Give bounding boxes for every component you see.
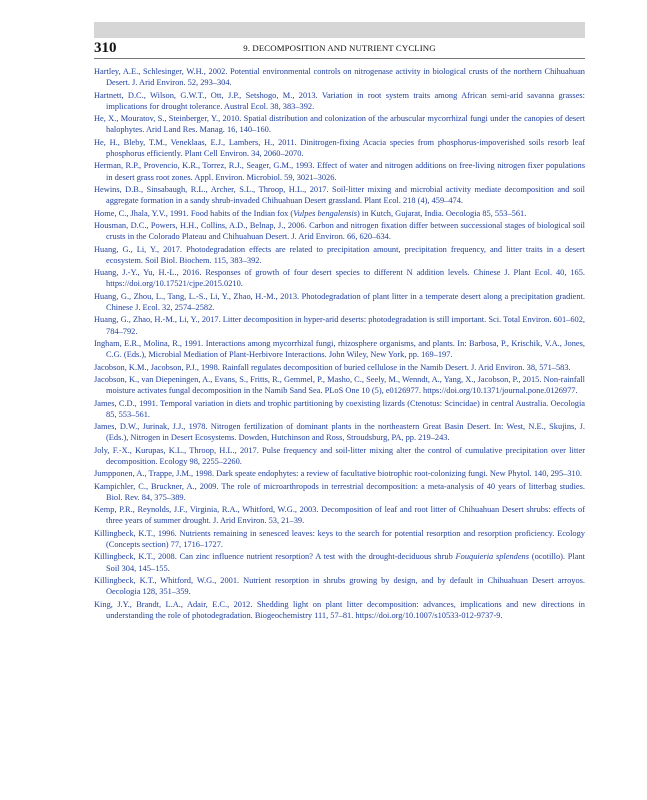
- reference-entry: [94, 184, 585, 206]
- running-title: 9. DECOMPOSITION AND NUTRIENT CYCLING: [243, 43, 436, 53]
- reference-text: (ocotillo). Plant Soil 304, 145–155.: [106, 552, 586, 573]
- reference-text: Ingham, E.R., Molina, R., 1991. Interactions among mycorrhizal fungi, rhizosphere organisms, and plants. In: Barbosa, P., Krischik, V.A., Jones, C.G. (Eds.), Microbial Mediation of Plant-Herbivore Interactions. John Wiley, New York, pp. 169–197.: [94, 338, 585, 360]
- reference-entry: [94, 66, 585, 88]
- header-bar: [94, 22, 585, 38]
- reference-text: Kemp, P.R., Reynolds, J.F., Virginia, R.A., Whitford, W.G., 2003. Decomposition of leaf and root litter of Chihuahuan Desert shrubs: effects of three years of summer drought. J. Arid Environ. 53, 21–39.: [94, 505, 585, 526]
- reference-italic-text: Fouquieria splendens: [455, 552, 530, 562]
- reference-text: Huang, G., Zhao, H.-M., Li, Y., 2017. Litter decomposition in hyper-arid deserts: photodegradation is still important. Sci. Total Environ. 601–602, 784–792.: [94, 315, 585, 336]
- reference-entry: [94, 468, 585, 479]
- reference-text: Jacobson, K.M., Jacobson, P.J., 1998. Rainfall regulates decomposition of buried cellulose in the Namib Desert. J. Arid Environ. 38, 571–583.: [94, 362, 571, 372]
- reference-text: Jacobson, K., van Diepeningen, A., Evans, S., Fritts, R., Gemmel, P., Masho, C., Seely, M., Wenndt, A., Yang, X., Jacobson, P., 2015. Non-rainfall moisture activates fungal decomposition in the Namib Sand Sea. PLoS One 10 (5), e0126977. https://doi.org/10.1371/journal.pone.0126977.: [94, 374, 585, 396]
- reference-text: Housman, D.C., Powers, H.H., Collins, A.D., Belnap, J., 2006. Carbon and nitrogen fixation differ between successional stages of biological soil crusts in the Colorado Plateau and Chihuahuan Desert. J. Arid Environ. 66, 620–634.: [94, 220, 585, 242]
- reference-entry: [94, 220, 585, 242]
- reference-entry: [94, 291, 585, 313]
- reference-text: Home, C., Jhala, Y.V., 1991. Food habits of the Indian fox (: [94, 208, 294, 218]
- reference-entry: [94, 481, 585, 503]
- reference-entry: [94, 528, 585, 550]
- reference-text: Huang, J.-Y., Yu, H.-L., 2016. Responses of growth of four desert species to different N addition levels. Chinese J. Plant Ecol. 40, 165. https://doi.org/10.17521/cjpe.2015.0210.: [94, 268, 585, 289]
- reference-entry: [94, 504, 585, 526]
- reference-entry: [94, 244, 585, 266]
- reference-entry: [94, 551, 585, 573]
- reference-entry: [94, 445, 585, 467]
- reference-entry: [94, 599, 585, 621]
- reference-entry: [94, 314, 585, 336]
- reference-text: He, X., Mouratov, S., Steinberger, Y., 2010. Spatial distribution and colonization of the arbuscular mycorrhizal fungi under the canopies of desert halophytes. Arid Land Res. Manag. 16, 140–160.: [94, 114, 585, 135]
- reference-text: Killingbeck, K.T., 1996. Nutrients remaining in senesced leaves: keys to the search for potential resorption and resorption proficiency. Ecology (Concepts section) 77, 1716–1727.: [94, 528, 585, 550]
- reference-entry: [94, 113, 585, 135]
- reference-entry: [94, 208, 585, 219]
- header-rule: [94, 58, 585, 59]
- reference-text: ) in Kutch, Gujarat, India. Oecologia 85, 553–561.: [357, 208, 527, 218]
- reference-entry: [94, 362, 585, 373]
- reference-text: Huang, G., Li, Y., 2017. Photodegradation effects are related to precipitation amount, precipitation frequency, and litter traits in a desert ecosystem. Soil Biol. Biochem. 115, 383–392.: [94, 244, 585, 265]
- reference-text: James, C.D., 1991. Temporal variation in diets and trophic partitioning by coexisting lizards (Ctenotus: Scincidae) in central Australia. Oecologia 85, 553–561.: [94, 398, 585, 419]
- reference-text: Joly, F.-X., Kurupas, K.L., Throop, H.L., 2017. Pulse frequency and soil-litter mixing alter the control of cumulative precipitation over litter decomposition. Ecology 98, 2255–2260.: [94, 445, 585, 466]
- reference-text: He, H., Bleby, T.M., Veneklaas, E.J., Lambers, H., 2011. Dinitrogen-fixing Acacia species from phosphorus-impoverished soils resorb leaf phosphorus efficiently. Plant Cell Environ. 34, 2060–2070.: [94, 137, 585, 158]
- reference-entry: [94, 374, 585, 396]
- reference-text: Killingbeck, K.T., Whitford, W.G., 2001. Nutrient resorption in shrubs growing by design, and by default in Chihuahuan Desert arroyos. Oecologia 128, 351–359.: [94, 576, 585, 597]
- reference-text: Hartley, A.E., Schlesinger, W.H., 2002. Potential environmental controls on nitrogenase activity in biological crusts of the northern Chihuahuan Desert. J. Arid Environ. 52, 293–304.: [94, 67, 585, 88]
- reference-entry: [94, 398, 585, 420]
- reference-text: King, J.Y., Brandt, L.A., Adair, E.C., 2012. Shedding light on plant litter decomposition: advances, implications and new directions in understanding the role of photodegradation. Biogeochemistry 111, 57–81. https://doi.org/10.1007/s10533-012-9737-9.: [94, 599, 585, 620]
- reference-text: Hartnett, D.C., Wilson, G.W.T., Ott, J.P., Setshogo, M., 2013. Variation in root system traits among African semi-arid savanna grasses: implications for drought tolerance. Austral Ecol. 38, 383–392.: [94, 90, 585, 111]
- reference-entry: [94, 160, 585, 182]
- reference-entry: [94, 338, 585, 360]
- reference-text: Kampichler, C., Bruckner, A., 2009. The role of microarthropods in terrestrial decomposition: a meta-analysis of 40 years of litterbag studies. Biol. Rev. 84, 375–389.: [94, 481, 585, 502]
- reference-text: James, D.W., Jurinak, J.J., 1978. Nitrogen fertilization of dominant plants in the northeastern Great Basin Desert. In: West, N.E., Skujins, J. (Eds.), Nitrogen in Desert Ecosystems. Dowden, Hutchinson and Ross, Stroudsburg, PA, pp. 219–243.: [94, 422, 585, 443]
- reference-text: Jumpponen, A., Trappe, J.M., 1998. Dark speate endophytes: a review of facultative biotrophic root-colonizing fungi. New Phytol. 140, 295–310.: [94, 469, 582, 479]
- page-number: 310: [94, 40, 117, 56]
- reference-entry: [94, 421, 585, 443]
- page-header: [94, 40, 585, 58]
- reference-entry: [94, 90, 585, 112]
- reference-entry: [94, 137, 585, 159]
- reference-entry: [94, 267, 585, 289]
- reference-italic-text: Vulpes bengalensis: [293, 208, 358, 218]
- reference-list: [94, 66, 585, 622]
- reference-entry: [94, 575, 585, 597]
- reference-text: Hewins, D.B., Sinsabaugh, R.L., Archer, S.L., Throop, H.L., 2017. Soil-litter mixing and microbial activity mediate decomposition and soil aggregate formation in a sandy shrub-invaded Chihuahuan Desert grassland. Plant Ecol. 218 (4), 459–474.: [94, 184, 585, 206]
- reference-text: Herman, R.P., Provencio, K.R., Torrez, R.J., Seager, G.M., 1993. Effect of water and nitrogen additions on free-living nitrogen fixer populations in desert grass root zones. Appl. Environ. Microbiol. 59, 3021–3026.: [94, 161, 585, 182]
- reference-text: Huang, G., Zhou, L., Tang, L.-S., Li, Y., Zhao, H.-M., 2013. Photodegradation of plant litter in a temperate desert along a precipitation gradient. Chinese J. Ecol. 32, 2574–2582.: [94, 291, 585, 312]
- reference-text: Killingbeck, K.T., 2008. Can zinc influence nutrient resorption? A test with the drought-deciduous shrub: [94, 552, 456, 562]
